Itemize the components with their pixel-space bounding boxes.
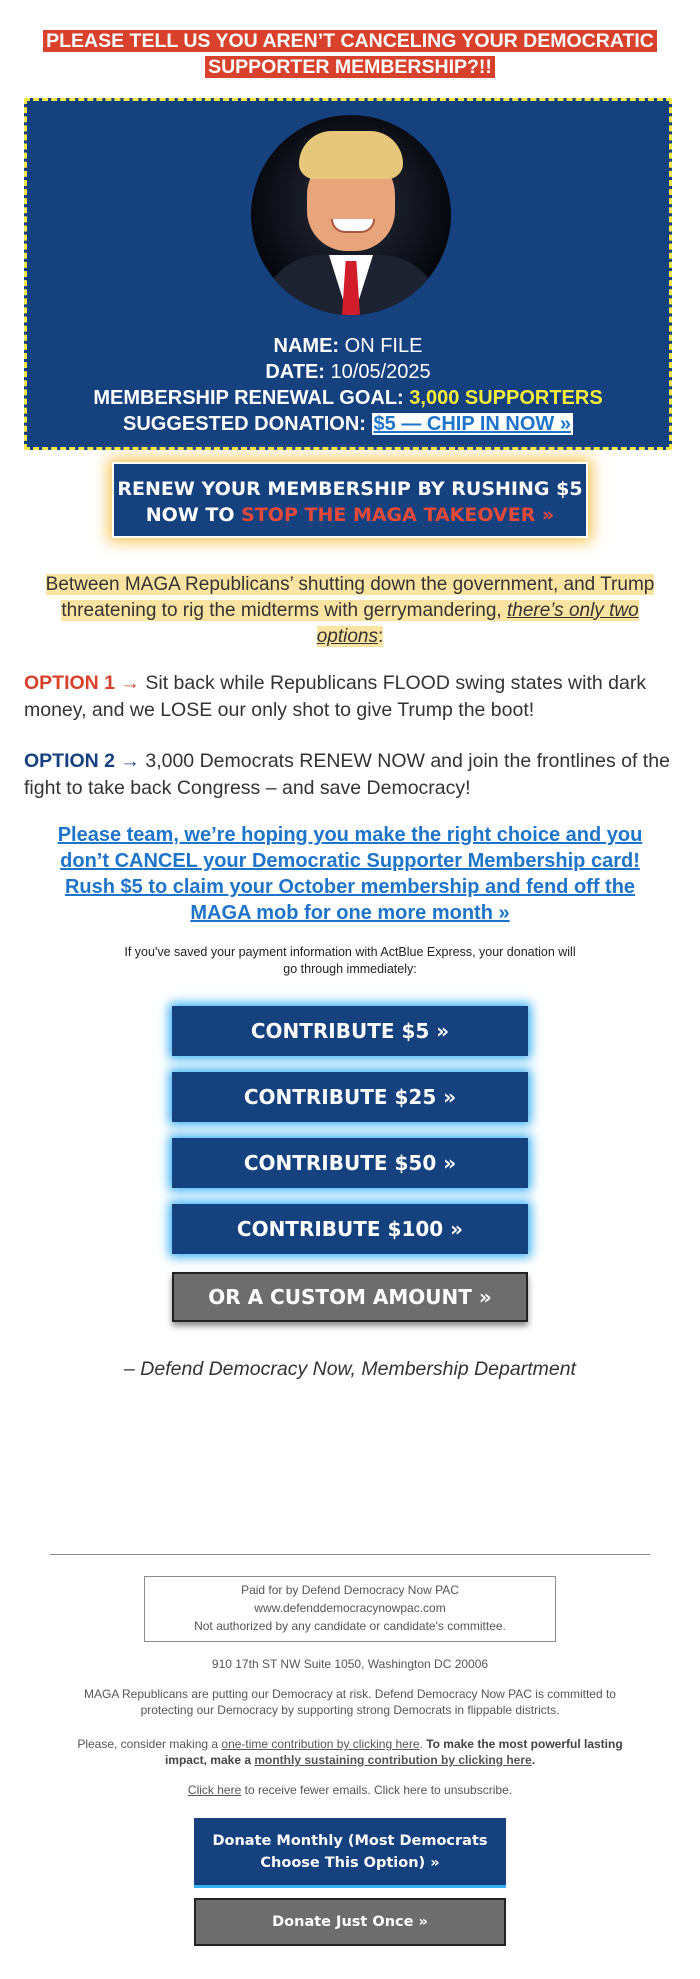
option-2 <box>24 748 676 802</box>
contribute-5-button[interactable]: CONTRIBUTE $5 » <box>172 1006 528 1056</box>
footer-consider: Please, consider making a one-time contribution by clicking here. To make the most powerful lasting impact, make a monthly sustaining contribution by clicking here. <box>77 1737 623 1767</box>
date-label: DATE: <box>265 361 325 383</box>
renew-membership-button[interactable] <box>112 462 588 538</box>
signature: – Defend Democracy Now, Membership Department <box>124 1358 576 1380</box>
contribute-25-button[interactable]: CONTRIBUTE $25 » <box>172 1072 528 1122</box>
donate-once-button[interactable]: Donate Just Once » <box>194 1898 506 1946</box>
option-2-text: 3,000 Democrats RENEW NOW and join the frontlines of the fight to take back Congress – and save Democracy! <box>24 750 670 799</box>
intro-end: : <box>378 626 384 647</box>
headline-wrap <box>30 28 670 80</box>
fewer-emails-link[interactable]: Click here <box>187 1783 242 1797</box>
renew-line-1: RENEW YOUR MEMBERSHIP BY RUSHING $5 <box>117 478 583 500</box>
option-2-label: OPTION 2 → <box>24 750 140 772</box>
goal-label: MEMBERSHIP RENEWAL GOAL: <box>93 387 404 409</box>
footer-address: 910 17th ST NW Suite 1050, Washington DC 20006 <box>211 1657 489 1671</box>
intro-highlight <box>46 574 655 647</box>
goal-value: 3,000 SUPPORTERS <box>409 387 603 409</box>
one-time-contribution-link[interactable]: one-time contribution by clicking here <box>221 1737 420 1751</box>
renew-now-to: NOW TO <box>145 504 235 526</box>
card-details <box>27 333 669 437</box>
consider-mid: To make the most powerful lasting impact, make a <box>164 1737 623 1767</box>
consider-end: . <box>531 1753 536 1767</box>
renew-stop-text: STOP THE MAGA TAKEOVER » <box>241 504 555 526</box>
contribute-50-button[interactable]: CONTRIBUTE $50 » <box>172 1138 528 1188</box>
footer-fewer-emails <box>60 1782 640 1798</box>
intro-text: Between MAGA Republicans’ shutting down the government, and Trump threatening to rig the midterms with gerrymandering, <box>45 574 655 621</box>
date-value: 10/05/2025 <box>330 361 431 383</box>
option-1-text: Sit back while Republicans FLOOD swing states with dark money, and we LOSE our only shot to give Trump the boot! <box>24 672 647 721</box>
fewer-emails-text: to receive fewer emails. Click here to unsubscribe. <box>244 1783 513 1797</box>
name-value: ON FILE <box>344 335 423 357</box>
option-1-label: OPTION 1 → <box>24 672 140 694</box>
membership-card <box>24 98 672 450</box>
card-name-row <box>27 333 669 359</box>
consider-prefix: Please, consider making a <box>77 1737 219 1751</box>
paid-for-disclaimer: Not authorized by any candidate or candidate's committee. <box>194 1619 506 1633</box>
footer-mission: MAGA Republicans are putting our Democracy at risk. Defend Democracy Now PAC is committed to protecting our Democracy by supporting strong Democrats in flippable districts. <box>84 1687 616 1717</box>
paid-for-line-1: Paid for by Defend Democracy Now PAC <box>241 1583 459 1597</box>
plea-link[interactable]: Please team, we’re hoping you make the right choice and you don’t CANCEL your Democratic Supporter Membership card! Rush $5 to claim your October membership and fend off the MAGA mob for one more month » <box>57 824 643 924</box>
chip-in-link[interactable]: $5 — CHIP IN NOW » <box>373 413 571 435</box>
paid-for-url: www.defenddemocracynowpac.com <box>254 1601 446 1615</box>
donation-label: SUGGESTED DONATION: <box>123 413 366 435</box>
headline: PLEASE TELL US YOU AREN’T CANCELING YOUR DEMOCRATIC SUPPORTER MEMBERSHIP?!! <box>43 30 657 78</box>
contribute-100-button[interactable]: CONTRIBUTE $100 » <box>172 1204 528 1254</box>
actblue-express-note: If you've saved your payment information with ActBlue Express, your donation will go through immediately: <box>124 945 576 976</box>
name-label: NAME: <box>273 335 340 357</box>
intro-emphasis: there’s only two options <box>316 600 639 647</box>
option-1 <box>24 670 676 724</box>
custom-amount-button[interactable]: OR A CUSTOM AMOUNT » <box>172 1272 528 1322</box>
photo-hair <box>299 131 403 179</box>
intro-paragraph <box>26 572 674 650</box>
renew-line-2 <box>114 502 586 528</box>
card-goal-row <box>27 385 669 411</box>
monthly-contribution-link[interactable]: monthly sustaining contribution by clicking here <box>254 1753 532 1767</box>
card-donation-row <box>27 411 669 437</box>
paid-for-box <box>144 1576 556 1642</box>
footer-divider <box>50 1554 650 1555</box>
donate-monthly-button[interactable]: Donate Monthly (Most Democrats Choose This Option) » <box>194 1818 506 1888</box>
candidate-photo <box>251 115 451 315</box>
card-date-row <box>27 359 669 385</box>
